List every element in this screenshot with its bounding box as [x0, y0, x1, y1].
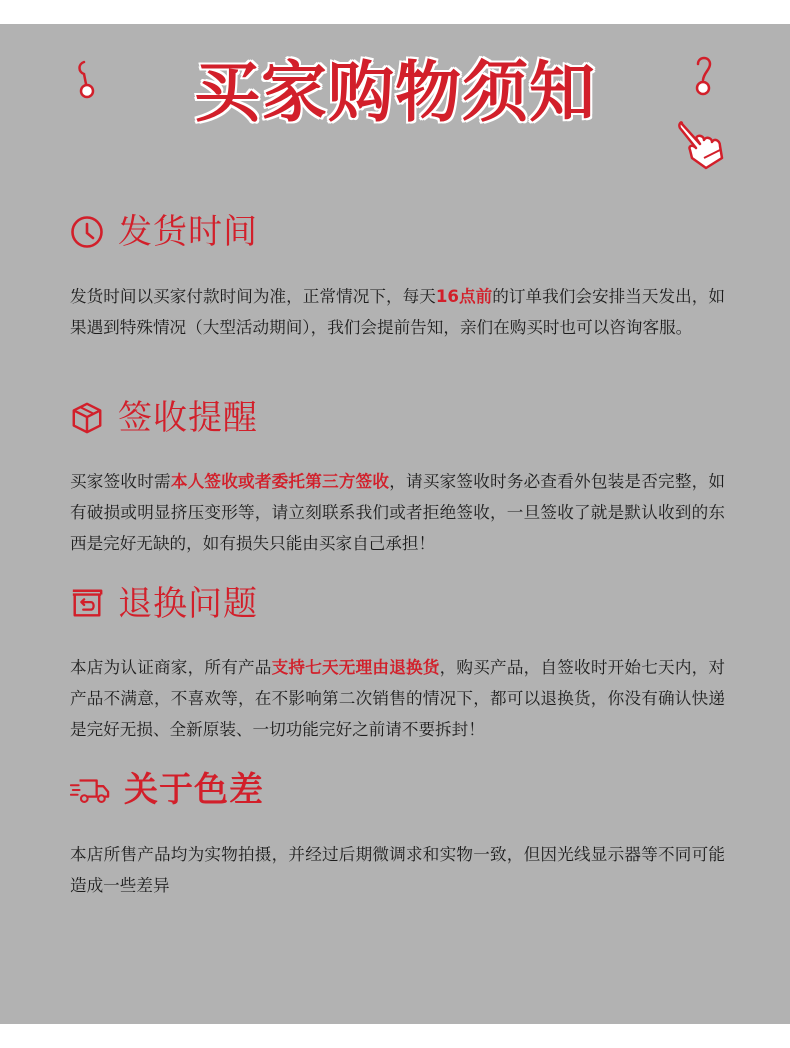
section-heading: 签收提醒 — [118, 398, 258, 438]
section-color-difference — [70, 766, 264, 814]
section-heading: 退换问题 — [118, 584, 258, 624]
text-before: 本店为认证商家，所有产品 — [70, 658, 272, 677]
return-box-icon — [70, 587, 104, 621]
section-heading: 发货时间 — [118, 212, 258, 252]
section-text — [70, 281, 725, 343]
section-returns — [70, 580, 258, 628]
section-text — [70, 839, 725, 901]
section-receipt-reminder — [70, 394, 258, 442]
highlight-text: 支持七天无理由退换货 — [271, 658, 440, 677]
text-after: ，请买家签收时务必查看外包装是否完整，如有破损或明显挤压变形等，请立刻联系我们或者拒绝签收，一旦签收了就是默认收到的东西是完好无缺的，如有损失只能由买家自己承担！ — [70, 472, 726, 553]
text-before: 买家签收时需 — [70, 472, 171, 491]
text-after: 的订单我们会安排当天发出，如果遇到特殊情况（大型活动期间），我们会提前告知，亲们在购买时也可以咨询客服。 — [70, 287, 726, 337]
highlight-text: 16点前 — [435, 287, 493, 306]
section-heading: 关于色差 — [124, 770, 264, 810]
text-before: 本店所售产品均为实物拍摄，并经过后期微调求和实物一致，但因光线显示器等不同可能造成一些差异 — [70, 845, 725, 895]
text-before: 发货时间以买家付款时间为准，正常情况下，每天 — [70, 287, 436, 306]
clock-icon — [70, 215, 104, 249]
text-after: ，购买产品，自签收时开始七天内，对产品不满意，不喜欢等，在不影响第二次销售的情况下，都可以退换货，你没有确认快递是完好无损、全新原装、一切功能完好之前请不要拆封！ — [70, 658, 726, 739]
highlight-text: 本人签收或者委托第三方签收 — [170, 472, 390, 491]
page-title: 买家购物须知 — [194, 54, 596, 131]
delivery-truck-icon — [70, 773, 110, 807]
section-text — [70, 466, 725, 559]
title-wrap — [0, 38, 790, 148]
section-shipping-time — [70, 208, 258, 256]
package-box-icon — [70, 401, 104, 435]
section-text — [70, 652, 725, 745]
